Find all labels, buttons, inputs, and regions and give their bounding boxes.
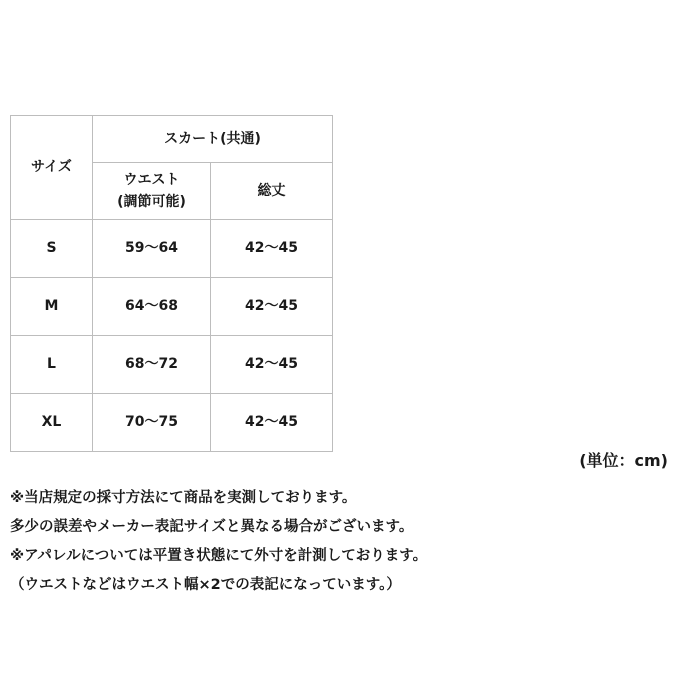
table-row xyxy=(11,394,333,452)
waist-cell: 68～72 xyxy=(93,336,211,394)
length-cell: 42～45 xyxy=(211,394,333,452)
note-line: （ウエストなどはウエスト幅×2での表記になっています。） xyxy=(10,577,401,593)
waist-header-label: ウエスト xyxy=(123,171,180,188)
note-line: ※アパレルについては平置き状態にて外寸を計測しております。 xyxy=(10,548,428,564)
length-cell: 42～45 xyxy=(211,336,333,394)
waist-cell: 64～68 xyxy=(93,278,211,336)
table-header-row xyxy=(11,116,333,163)
size-header: サイズ xyxy=(11,116,93,220)
size-cell: XL xyxy=(11,394,93,452)
waist-cell: 59～64 xyxy=(93,220,211,278)
waist-cell: 70～75 xyxy=(93,394,211,452)
size-table xyxy=(10,115,333,452)
table-row xyxy=(11,220,333,278)
size-cell: S xyxy=(11,220,93,278)
waist-header-note: (調節可能) xyxy=(117,194,186,210)
waist-header xyxy=(93,163,211,220)
note-line: ※当店規定の採寸方法にて商品を実測しております。 xyxy=(10,490,357,506)
unit-label: (単位：cm) xyxy=(579,451,668,470)
length-cell: 42～45 xyxy=(211,220,333,278)
length-header: 総丈 xyxy=(211,163,333,220)
notes xyxy=(10,484,690,600)
table-row xyxy=(11,336,333,394)
length-cell: 42～45 xyxy=(211,278,333,336)
skirt-group-header: スカート(共通) xyxy=(93,116,333,163)
note-line: 多少の誤差やメーカー表記サイズと異なる場合がございます。 xyxy=(10,519,414,535)
size-cell: L xyxy=(11,336,93,394)
size-cell: M xyxy=(11,278,93,336)
table-row xyxy=(11,278,333,336)
